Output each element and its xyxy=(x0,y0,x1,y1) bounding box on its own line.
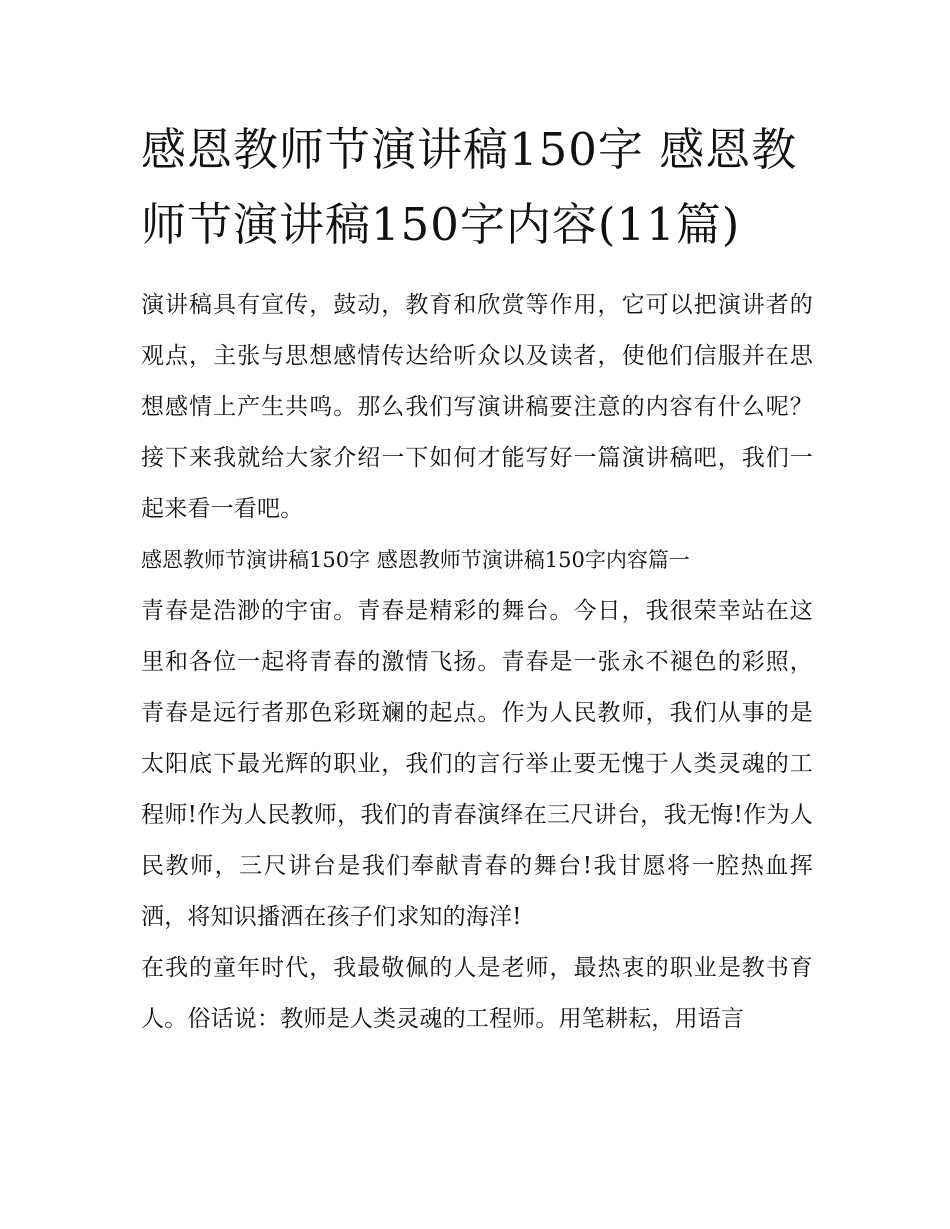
body-paragraph: 在我的童年时代，我最敬佩的人是老师，最热衷的职业是教书育人。俗话说：教师是人类灵魂的工程师。用笔耕耘，用语言 xyxy=(141,955,813,1032)
section-title: 感恩教师节演讲稿150字 感恩教师节演讲稿150字内容篇一 xyxy=(141,548,690,572)
document-title: 感恩教师节演讲稿150字 感恩教师节演讲稿150字内容(11篇) xyxy=(141,123,798,251)
document-page xyxy=(141,112,813,1045)
intro-paragraph: 演讲稿具有宣传，鼓动，教育和欣赏等作用，它可以把演讲者的观点，主张与思想感情传达给听众以及读者，使他们信服并在思想感情上产生共鸣。那么我们写演讲稿要注意的内容有什么呢？接下来我就给大家介绍一下如何才能写好一篇演讲稿吧，我们一起来看一看吧。 xyxy=(141,292,813,522)
body-paragraph: 青春是浩渺的宇宙。青春是精彩的舞台。今日，我很荣幸站在这里和各位一起将青春的激情飞扬。青春是一张永不褪色的彩照，青春是远行者那色彩斑斓的起点。作为人民教师，我们从事的是太阳底下最光辉的职业，我们的言行举止要无愧于人类灵魂的工程师!作为人民教师，我们的青春演绎在三尺讲台，我无悔!作为人民教师，三尺讲台是我们奉献青春的舞台!我甘愿将一腔热血挥洒，将知识播洒在孩子们求知的海洋! xyxy=(141,598,813,930)
